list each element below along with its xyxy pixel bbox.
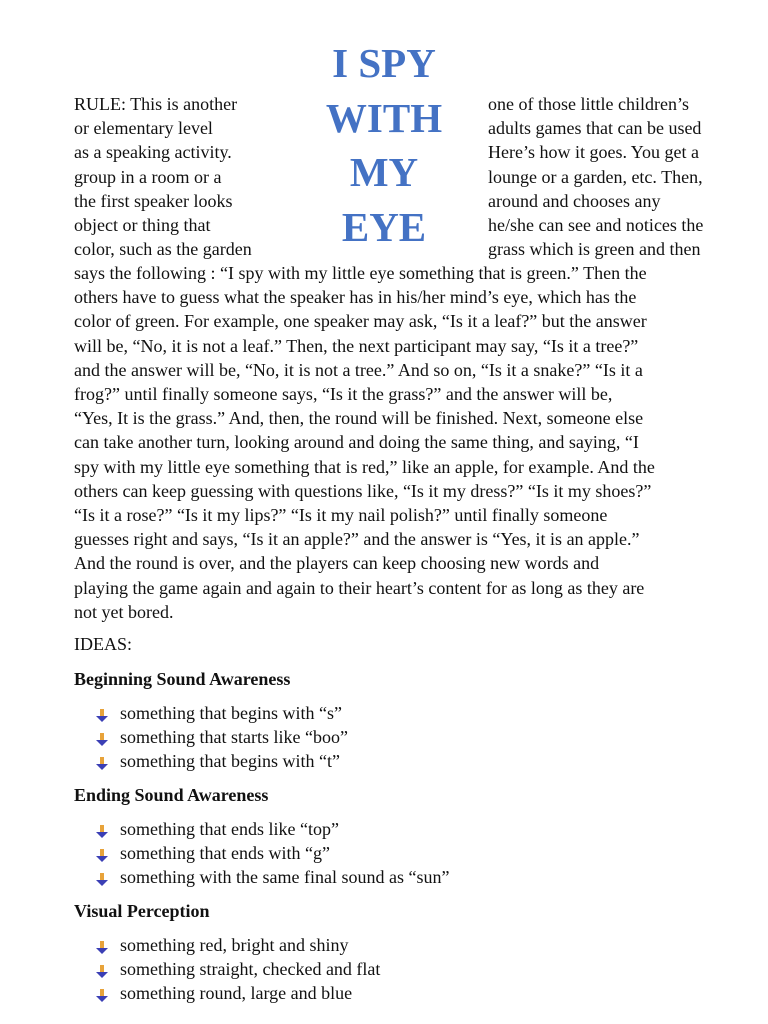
body-line: can take another turn, looking around and doing the same thing, and saying, “I — [74, 432, 639, 453]
list-item — [96, 933, 380, 957]
down-arrow-bullet-icon — [96, 873, 108, 887]
list-item-text: something that begins with “s” — [120, 703, 342, 723]
body-line: “Is it a rose?” “Is it my lips?” “Is it my nail polish?” until finally someone — [74, 505, 608, 526]
section-heading-visual-perception: Visual Perception — [74, 901, 210, 921]
intro-line: group in a room or a — [74, 166, 222, 187]
intro-line: he/she can see and notices the — [488, 215, 704, 236]
intro-line: as a speaking activity. — [74, 142, 232, 163]
intro-line: grass which is green and then — [488, 239, 701, 260]
list-item — [96, 981, 380, 1005]
title-line: WITH — [325, 94, 443, 141]
down-arrow-bullet-icon — [96, 965, 108, 979]
intro-line: lounge or a garden, etc. Then, — [488, 166, 703, 187]
body-line: color of green. For example, one speaker may ask, “Is it a leaf?” but the answer — [74, 311, 647, 332]
down-arrow-bullet-icon — [96, 757, 108, 771]
list-item-text: something that ends with “g” — [120, 843, 330, 864]
body-line: and the answer will be, “No, it is not a tree.” And so on, “Is it a snake?” “Is it a — [74, 359, 643, 380]
list-item — [96, 701, 348, 725]
body-line: playing the game again and again to their heart’s content for as long as they are — [74, 577, 645, 598]
intro-right-column — [488, 92, 748, 261]
visual-perception-list — [96, 933, 380, 1006]
body-line: And the round is over, and the players can keep choosing new words and — [74, 553, 600, 574]
list-item-text: something with the same final sound as “sun” — [120, 867, 450, 888]
body-line: frog?” until finally someone says, “Is it the grass?” and the answer will be, — [74, 384, 613, 405]
intro-line: or elementary level — [74, 118, 213, 139]
intro-line: object or thing that — [74, 215, 211, 236]
body-line: “Yes, It is the grass.” And, then, the round will be finished. Next, someone else — [74, 408, 644, 429]
intro-line: one of those little children’s — [488, 94, 689, 114]
title-line: I SPY — [332, 40, 436, 86]
down-arrow-bullet-icon — [96, 825, 108, 839]
body-line: others have to guess what the speaker has in his/her mind’s eye, which has the — [74, 287, 637, 308]
intro-left-column — [74, 92, 289, 261]
down-arrow-bullet-icon — [96, 733, 108, 747]
list-item — [96, 841, 449, 865]
list-item — [96, 957, 380, 981]
down-arrow-bullet-icon — [96, 709, 108, 723]
body-line: others can keep guessing with questions like, “Is it my dress?” “Is it my shoes?” — [74, 480, 652, 501]
down-arrow-bullet-icon — [96, 849, 108, 863]
section-heading-ending-sound: Ending Sound Awareness — [74, 785, 269, 805]
document-title — [300, 36, 468, 254]
intro-line: the first speaker looks — [74, 190, 233, 211]
beginning-sound-list — [96, 701, 348, 774]
list-item — [96, 817, 449, 841]
intro-line: color, such as the garden — [74, 239, 252, 260]
section-heading-beginning-sound: Beginning Sound Awareness — [74, 669, 291, 689]
intro-line: adults games that can be used — [488, 118, 702, 139]
title-line: EYE — [341, 203, 427, 250]
list-item-text: something that ends like “top” — [120, 819, 339, 839]
list-item-text: something that begins with “t” — [120, 751, 340, 772]
intro-line: around and chooses any — [488, 190, 661, 211]
list-item-text: something that starts like “boo” — [120, 727, 348, 748]
ideas-label: IDEAS: — [74, 634, 132, 654]
body-line: guesses right and says, “Is it an apple?” and the answer is “Yes, it is an apple.” — [74, 529, 640, 550]
body-line: not yet bored. — [74, 601, 174, 622]
list-item-text: something red, bright and shiny — [120, 935, 349, 955]
intro-line: Here’s how it goes. You get a — [488, 142, 699, 163]
intro-line: RULE: This is another — [74, 94, 238, 114]
down-arrow-bullet-icon — [96, 941, 108, 955]
down-arrow-bullet-icon — [96, 989, 108, 1003]
body-line: spy with my little eye something that is red,” like an apple, for example. And the — [74, 456, 655, 477]
list-item — [96, 725, 348, 749]
body-line: will be, “No, it is not a leaf.” Then, the next participant may say, “Is it a tree?” — [74, 335, 639, 356]
list-item-text: something straight, checked and flat — [120, 959, 381, 980]
body-line: says the following : “I spy with my little eye something that is green.” Then the — [74, 263, 647, 283]
list-item — [96, 749, 348, 773]
list-item — [96, 865, 449, 889]
title-line: MY — [349, 149, 419, 195]
body-paragraph — [74, 261, 746, 624]
ending-sound-list — [96, 817, 449, 890]
list-item-text: something round, large and blue — [120, 983, 353, 1004]
